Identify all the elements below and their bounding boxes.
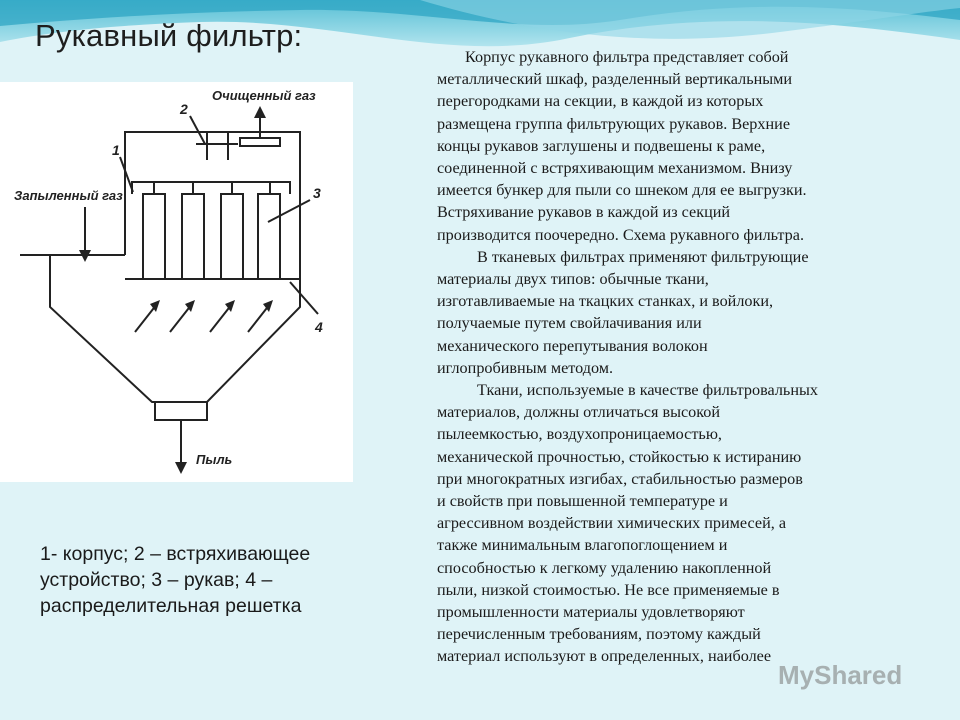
label-3: 3	[313, 185, 321, 201]
label-2: 2	[180, 101, 188, 117]
paragraph-1: Корпус рукавного фильтра представляет собой металлический шкаф, разделенный вертикальными перегородками на секции, в каждой из которых размещена группа фильтрующих рукавов. Верхние концы рукавов заглушены и подвешены к раме, соединенной с встряхивающим механизмом. Внизу имеется бункер для пыли со шнеком для ее выгрузки. Встряхивание рукавов в каждой из секций производится поочередно. Схема рукавного фильтра.	[437, 48, 807, 244]
dusty-gas-label: Запыленный газ	[14, 188, 123, 203]
bag-filter-diagram	[0, 82, 353, 482]
label-4: 4	[315, 319, 323, 335]
paragraph-2: В тканевых фильтрах применяют фильтрующие материалы двух типов: обычные ткани, изготавливаемые на ткацких станках, и войлоки, получаемые путем свойлачивания или механического перепутывания волокон иглопробивным методом.	[437, 247, 809, 377]
clean-gas-label: Очищенный газ	[212, 88, 316, 103]
slide-title: Рукавный фильтр:	[35, 18, 303, 53]
paragraph-3: Ткани, используемые в качестве фильтровальных материалов, должны отличаться высокой пылеемкостью, воздухопроницаемостью, механической прочностью, стойкостью к истиранию при многократных изгибах, стабильностью размеров и свойств при повышенной температуре и агрессивном воздействии химических примесей, а также минимальным влагопоглощением и способностью к легкому удалению накопленной пыли, низкой стоимостью. Не все применяемые в промышленности материалы удовлетворяют перечисленным требованиям, поэтому каждый материал используют в определенных, наиболее	[437, 381, 818, 666]
watermark-logo: MyShared	[778, 660, 903, 690]
label-1: 1	[112, 142, 120, 158]
dust-label: Пыль	[196, 452, 233, 467]
diagram-legend: 1- корпус; 2 – встряхивающее устройство; 3 – рукав; 4 – распределительная решетка	[40, 543, 311, 617]
body-text	[437, 46, 937, 668]
